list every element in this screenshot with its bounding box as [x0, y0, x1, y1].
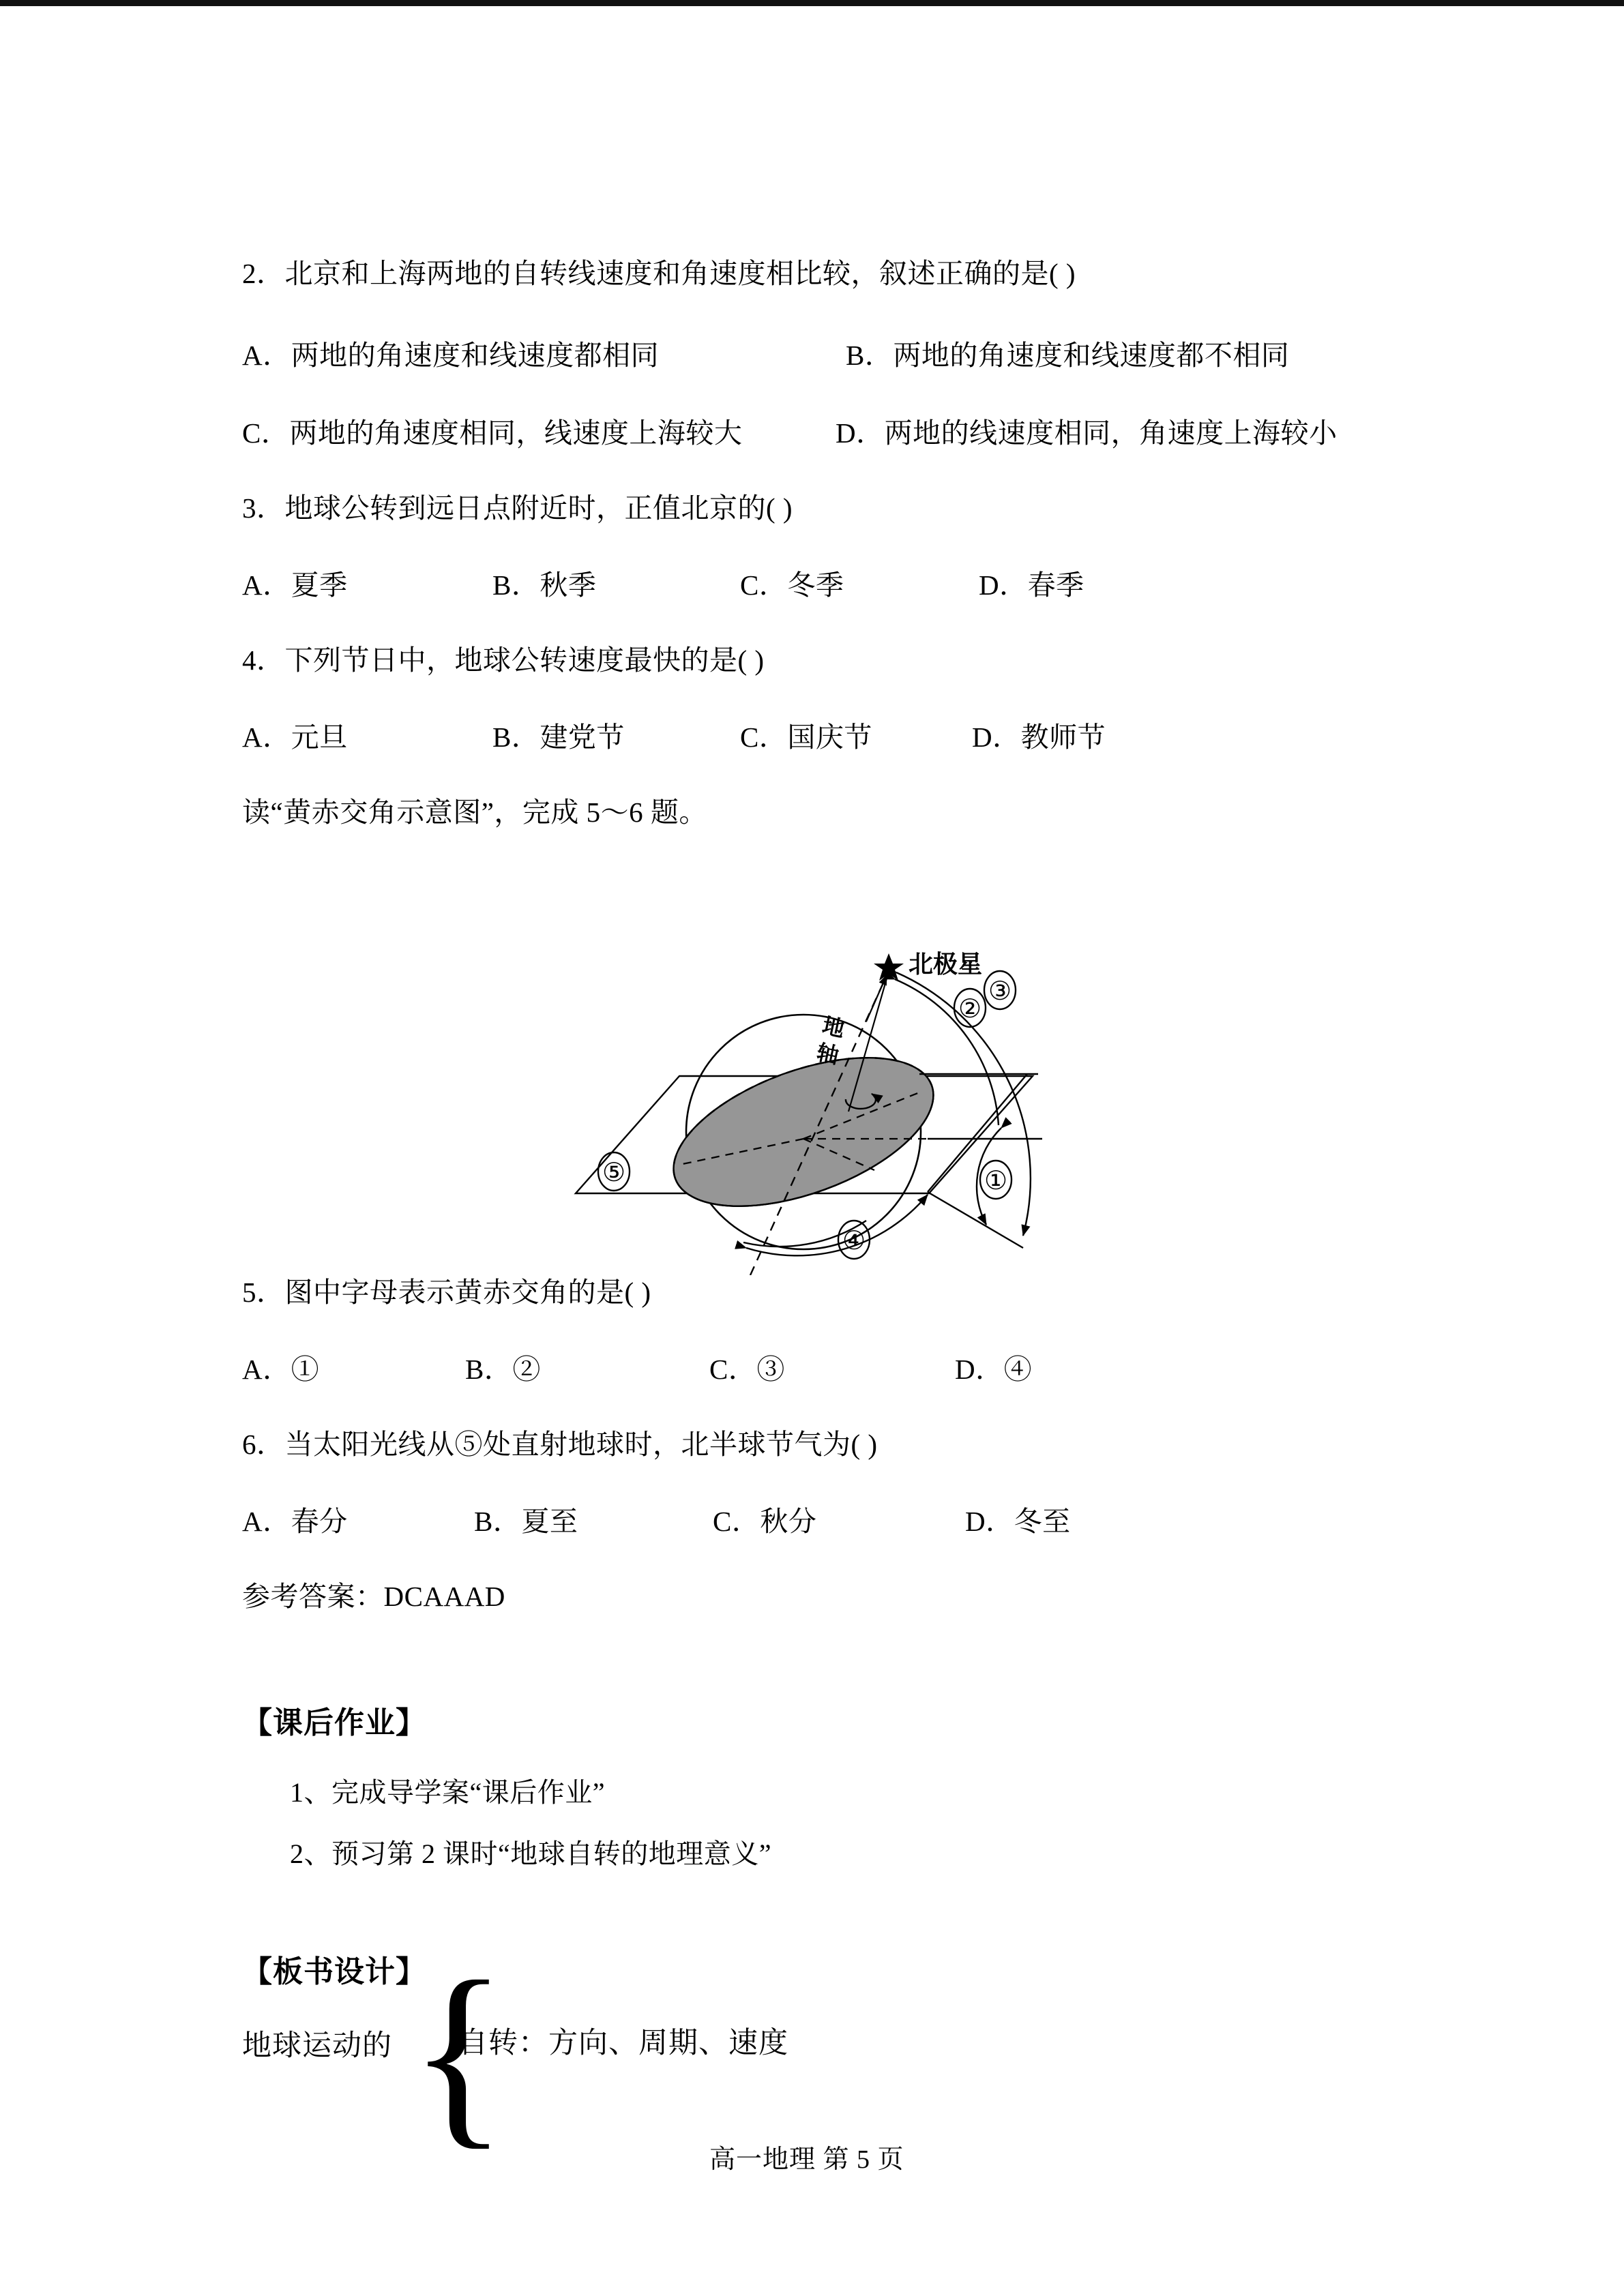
question-2-stem: 2．北京和上海两地的自转线速度和角速度相比较，叙述正确的是( ) [242, 258, 1076, 289]
question-5-option-d: D．④ [955, 1354, 1033, 1385]
question-2-option-a: A．两地的角速度和线速度都相同 [242, 340, 660, 371]
marker-4 [838, 1221, 870, 1259]
question-6-stem: 6．当太阳光线从⑤处直射地球时，北半球节气为( ) [242, 1429, 878, 1460]
question-2-option-b: B．两地的角速度和线速度都不相同 [846, 340, 1290, 371]
polaris-star-icon [874, 953, 904, 981]
figure-obliquity-diagram [546, 839, 1078, 1275]
question-3-stem: 3．地球公转到远日点附近时，正值北京的( ) [242, 492, 793, 524]
svg-text:轴: 轴 [814, 1039, 842, 1069]
equatorial-plane-disc [654, 1028, 952, 1236]
question-4-option-a: A．元旦 [242, 721, 348, 753]
marker-5-label: ⑤ [602, 1159, 626, 1187]
question-5-option-a: A．① [242, 1354, 320, 1385]
question-6-option-d: D．冬至 [965, 1506, 1071, 1537]
homework-item-1: 1、完成导学案“课后作业” [290, 1777, 606, 1808]
marker-1-label: ① [984, 1167, 1008, 1195]
marker-3 [984, 971, 1016, 1009]
question-2-option-d: D．两地的线速度相同，角速度上海较小 [836, 417, 1338, 449]
obliquity-diagram-svg [546, 839, 1078, 1275]
question-2-option-c: C．两地的角速度相同，线速度上海较大 [242, 417, 743, 449]
question-5-option-b: B．② [465, 1354, 541, 1385]
marker-3-label: ③ [988, 977, 1012, 1006]
question-6-option-c: C．秋分 [713, 1506, 817, 1537]
question-6-option-a: A．春分 [242, 1506, 348, 1537]
question-4-option-b: B．建党节 [492, 721, 625, 753]
polaris-label: 北极星 [909, 951, 983, 978]
marker-2 [954, 989, 986, 1027]
board-design-right-line: 自转：方向、周期、速度 [458, 2027, 788, 2059]
question-4-option-d: D．教师节 [972, 721, 1106, 753]
marker-2-label: ② [958, 995, 982, 1024]
reading-prompt: 读“黄赤交角示意图”，完成 5～6 题。 [242, 796, 707, 828]
question-5-stem: 5．图中字母表示黄赤交角的是( ) [242, 1277, 651, 1308]
page-top-edge-bar [0, 0, 1624, 6]
homework-heading: 【课后作业】 [242, 1706, 426, 1740]
question-6-option-b: B．夏至 [474, 1506, 578, 1537]
question-4-stem: 4．下列节日中，地球公转速度最快的是( ) [242, 644, 765, 676]
question-3-option-b: B．秋季 [492, 569, 597, 601]
question-4-option-c: C．国庆节 [740, 721, 872, 753]
answer-key-line: 参考答案：DCAAAD [242, 1581, 505, 1612]
page-footer: 高一地理 第 5 页 [709, 2145, 904, 2174]
marker-1 [980, 1161, 1012, 1199]
board-design-brace: { [409, 1939, 507, 2166]
marker-5 [598, 1152, 630, 1191]
question-3-option-d: D．春季 [979, 569, 1084, 601]
ray-line-lower [928, 1192, 1023, 1248]
question-5-option-c: C．③ [709, 1354, 785, 1385]
board-design-heading: 【板书设计】 [242, 1955, 426, 1988]
question-3-option-c: C．冬季 [740, 569, 844, 601]
marker-4-label: ④ [842, 1227, 866, 1255]
question-3-option-a: A．夏季 [242, 569, 348, 601]
homework-item-2: 2、预习第 2 课时“地球自转的地理意义” [290, 1838, 772, 1869]
svg-text:地: 地 [820, 1013, 847, 1042]
board-design-left-label: 地球运动的 [242, 2030, 392, 2062]
